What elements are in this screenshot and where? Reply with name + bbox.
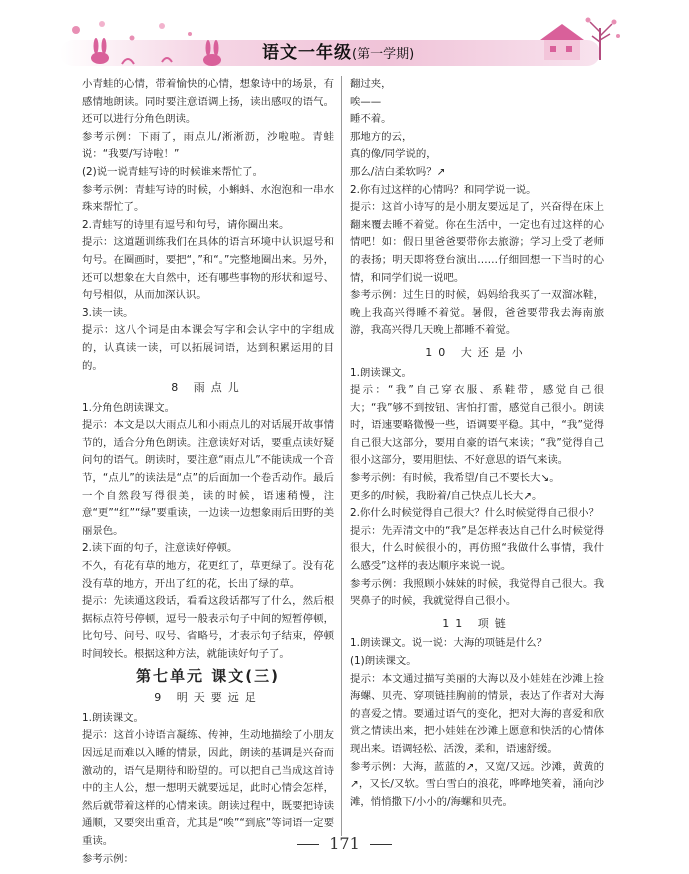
page-header xyxy=(0,0,689,72)
section-title-8: 8 雨点儿 xyxy=(171,381,245,395)
paragraph: 更多的/时候，我盼着/自己快点儿长大↗。 xyxy=(350,489,543,502)
paragraph: 参考示例：大海，蓝蓝的↗，又宽/又远。沙滩，黄黄的↗，又长/又软。雪白雪白的浪花，哗哗地笑着，涌向沙滩，悄悄撒下/小小的/海螺和贝壳。 xyxy=(350,760,604,808)
house-decoration-icon xyxy=(520,10,630,70)
header-title: 语文一年级(第一学期) xyxy=(262,43,415,63)
footer-rule-right xyxy=(370,844,392,845)
paragraph: 2.你什么时候觉得自己很大？什么时候觉得自己很小？ xyxy=(350,507,599,520)
footer-rule-left xyxy=(297,844,319,845)
paragraph: (1)朗读课文。 xyxy=(350,655,417,667)
paragraph: 提示：这道题训练我们在具体的语言环境中认识逗号和句号。在圈画时，要把“，”和“。”完整地圈出来。另外，还可以想象在大自然中，还有哪些事物的形状和逗号、句号相似，从而加深认识。 xyxy=(82,236,334,302)
paragraph: 提示：先读通这段话，看看这段话都写了什么，然后根据标点符号停顿，逗号一般表示句子中间的短暂停顿，比句号、问号、叹号、省略号，才表示句子结束，停顿时间较长。根据这种方法，就能读好句子了。 xyxy=(82,595,334,660)
poem-line: 睡不着。 xyxy=(350,113,392,126)
poem-line: 那地方的云， xyxy=(350,130,413,143)
paragraph: 参考示例：有时候，我希望/自己不要长大↘。 xyxy=(350,472,560,485)
paragraph: 参考示例：过生日的时候，妈妈给我买了一双溜冰鞋，晚上我高兴得睡不着觉。暑假，爸爸要带我去海南旅游，我高兴得几天晚上都睡不着觉。 xyxy=(350,289,604,337)
paragraph: 参考示例：我照顾小妹妹的时候，我觉得自己很大。我哭鼻子的时候，我就觉得自己很小。 xyxy=(350,577,604,608)
paragraph: 提示：这首小诗语言凝练、传神，生动地描绘了小朋友因远足而难以入睡的情景，因此，朗读的基调是兴奋而激动的，语气是期待和盼望的。可以把自己当成这首诗中的主人公，想一想明天就要远足，此时心情会怎样，然后就带着这样的心情来读。朗读过程中，既要把诗读通顺，又要突出重音，尤其是“唉”“到底”等词语一定要重读。 xyxy=(82,729,334,847)
paragraph: 提示：本文通过描写美丽的大海以及小娃娃在沙滩上捡海螺、贝壳、穿项链挂胸前的情景，表达了作者对大海的喜爱之情。要通过语气的变化，把对大海的喜爱和欣赏之情读出来，把小娃娃在沙滩上愿意和快活的心情体现出来。语调轻松、活泼，柔和，语速舒缓。 xyxy=(350,672,604,755)
paragraph: 1.分角色朗读课文。 xyxy=(82,401,176,414)
paragraph: 小青蛙的心情，带着愉快的心情，想象诗中的场景，有感情地朗读。同时要注意语调上扬，读出感叹的语气。还可以进行分角色朗读。 xyxy=(82,78,334,126)
page-number: 171 xyxy=(0,834,689,853)
paragraph: 1.朗读课文。 xyxy=(82,711,144,724)
left-column xyxy=(82,76,334,868)
paragraph: 提示：本文是以大雨点儿和小雨点儿的对话展开故事情节的，适合分角色朗读。注意读好对话，要重点读好疑问句的语气。朗读时，要注意“雨点儿”不能读成一个音节，“点儿”的读法是“点”的后面加一个卷舌动作。最后一个自然段写得很美，读的时候，语速稍慢，注意“更”“红”“绿”要重读，一边读一边想象雨后田野的美丽景色。 xyxy=(82,419,334,537)
column-divider xyxy=(341,76,342,836)
paragraph: 提示：这首小诗写的是小朋友要远足了，兴奋得在床上翻来覆去睡不着觉。你在生活中，一定也有过这样的心情吧！如：假日里爸爸要带你去旅游；学习上受了老师的表扬；明天即将登台演出……仔细回想一下当时的心情，和同学们说一说吧。 xyxy=(350,201,604,284)
section-title-9: 9 明天要远足 xyxy=(154,691,262,705)
paragraph: 2.青蛙写的诗里有逗号和句号，请你圈出来。 xyxy=(82,218,290,231)
paragraph: 1.朗读课文。说一说：大海的项链是什么？ xyxy=(350,637,547,650)
paragraph: 参考示例：青蛙写诗的时候，小蝌蚪、水泡泡和一串水珠来帮忙了。 xyxy=(82,183,334,214)
paragraph: 提示：先弄清文中的“我”是怎样表达自己什么时候觉得很大，什么时候很小的，再仿照“我做什么事情，我什么感受”这样的表达顺序来说一说。 xyxy=(350,524,604,573)
section-title-10: 10 大还是小 xyxy=(425,345,529,359)
paragraph: 3.读一读。 xyxy=(82,306,134,319)
bunny-decoration-icon xyxy=(62,16,222,72)
unit-title: 第七单元 课文(三) xyxy=(136,666,280,685)
poem-line: 那么/洁白柔软吗？↗ xyxy=(350,165,446,178)
paragraph: (2)说一说青蛙写诗的时候谁来帮忙了。 xyxy=(82,165,263,178)
paragraph: 参考示例： xyxy=(82,852,134,865)
right-column xyxy=(350,76,604,811)
paragraph: 不久，有花有草的地方，花更红了，草更绿了。没有花没有草的地方，开出了红的花，长出了绿的草。 xyxy=(82,560,334,590)
paragraph: 2.你有过这样的心情吗？和同学说一说。 xyxy=(350,183,537,196)
paragraph: 提示：这八个词是由本课会写字和会认字中的字组成的，认真读一读，可以拓展词语，达到积累运用的目的。 xyxy=(82,324,334,372)
poem-line: 唉—— xyxy=(350,95,382,108)
poem-line: 真的像/同学说的， xyxy=(350,148,437,161)
poem-line: 翻过夹， xyxy=(350,78,392,90)
paragraph: 参考示例：下雨了，雨点儿/淅淅沥，沙啦啦。青蛙说：“我要/写诗啦！” xyxy=(82,130,334,161)
paragraph: 2.读下面的句子，注意读好停顿。 xyxy=(82,542,238,555)
paragraph: 1.朗读课文。 xyxy=(350,366,412,379)
section-title-11: 11 项链 xyxy=(442,616,512,630)
paragraph: 提示：“我”自己穿衣服、系鞋带，感觉自己很大；“我”够不到按钮、害怕打雷，感觉自己很小。朗读时，语速要略微慢一些，语调要平稳。其中，“我”觉得自己很大这部分，要用自豪的语气来读；“我”觉得自己很小这部分，要用胆怯、不好意思的语气来读。 xyxy=(350,384,604,467)
